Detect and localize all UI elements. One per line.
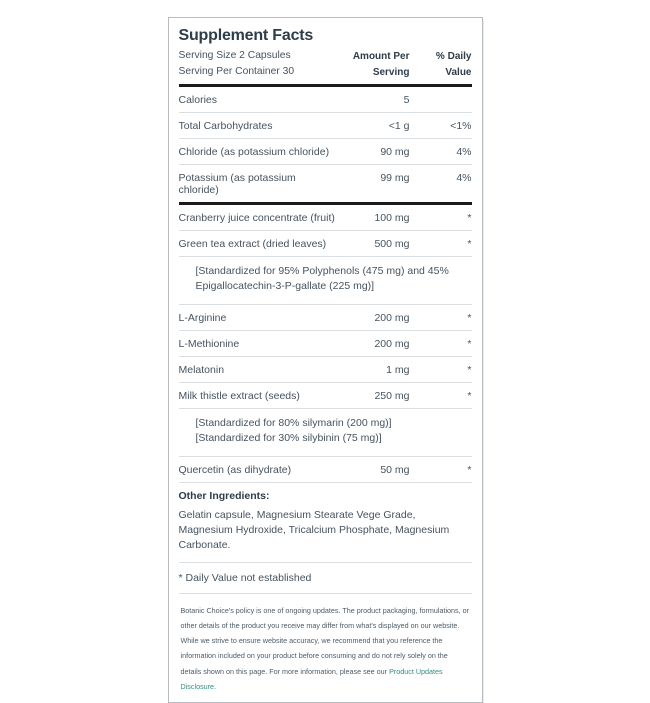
other-ingredients-section [179, 483, 472, 563]
policy-disclaimer [179, 594, 472, 701]
nutrient-name: Green tea extract (dried leaves) [178, 237, 327, 250]
nutrient-amount: 200 mg [374, 311, 410, 324]
nutrient-daily-value: * [467, 211, 472, 224]
other-ingredients-heading: Other Ingredients: [178, 489, 270, 502]
panel-title: Supplement Facts [178, 27, 314, 44]
other-ingredients-text: Gelatin capsule, Magnesium Stearate Vege Grade, Magnesium Hydroxide, Tricalcium Phosphate, Magnesium Carbonate. [178, 508, 450, 551]
row-milk-thistle-extract [179, 383, 472, 409]
row-quercetin [179, 457, 472, 483]
nutrient-amount: <1 g [388, 120, 410, 132]
nutrient-name: Quercetin (as dihydrate) [178, 463, 292, 476]
nutrient-name: Total Carbohydrates [178, 120, 273, 132]
nutrient-amount: 500 mg [374, 237, 410, 250]
row-green-tea-extract [179, 231, 472, 257]
nutrient-name: Milk thistle extract (seeds) [178, 389, 300, 402]
row-melatonin [179, 357, 472, 383]
nutrient-daily-value: * [467, 463, 472, 476]
nutrient-daily-value: * [467, 237, 472, 250]
nutrient-name: Potassium (as potassium chloride) [178, 172, 296, 196]
nutrient-daily-value: * [467, 389, 472, 402]
product-updates-disclosure-link[interactable]: Product Updates Disclosure. [180, 666, 443, 691]
milk-thistle-standardization-note: [Standardized for 80% silymarin (200 mg)] [Standardized for 30% silybinin (75 mg)] [179, 409, 472, 457]
row-chloride [179, 139, 472, 165]
serving-header [179, 48, 472, 80]
serving-per-container: Serving Per Container 30 [178, 66, 295, 77]
nutrient-name: L-Arginine [178, 311, 227, 324]
nutrient-name: Melatonin [178, 363, 225, 376]
column-header-amount-per-serving: Amount Per Serving [352, 51, 410, 78]
nutrient-amount: 90 mg [380, 146, 410, 158]
row-total-carbohydrates [179, 113, 472, 139]
row-l-arginine [179, 305, 472, 331]
nutrient-amount: 250 mg [374, 389, 410, 402]
row-l-methionine [179, 331, 472, 357]
nutrient-amount: 5 [403, 94, 410, 106]
nutrient-daily-value: * [467, 337, 472, 350]
nutrient-daily-value: * [467, 363, 472, 376]
nutrient-daily-value: <1% [450, 120, 472, 132]
nutrient-daily-value: 4% [456, 172, 472, 184]
policy-disclaimer-text: Botanic Choice's policy is one of ongoing updates. The product packaging, formulations, or other details of the product you receive may differ from what's displayed on our website. While we strive to ensure website accuracy, we recommend that you reference the information included on your product before consuming and do not rely solely on the details shown on this page. For more information, please see our [180, 605, 470, 676]
nutrient-amount: 50 mg [380, 463, 410, 476]
nutrient-amount: 200 mg [374, 337, 410, 350]
row-calories [179, 87, 472, 113]
nutrient-amount: 1 mg [386, 363, 410, 376]
serving-size: Serving Size 2 Capsules [178, 50, 291, 61]
nutrient-daily-value: 4% [456, 146, 472, 158]
supplement-facts-panel [168, 17, 483, 703]
green-tea-standardization-note: [Standardized for 95% Polyphenols (475 mg) and 45% Epigallocatechin-3-P-gallate (225 mg)] [179, 257, 472, 305]
column-header-daily-value: % Daily Value [435, 51, 472, 78]
nutrient-name: Cranberry juice concentrate (fruit) [178, 211, 335, 224]
nutrient-name: Chloride (as potassium chloride) [178, 146, 330, 158]
row-potassium [179, 165, 472, 202]
nutrient-daily-value: * [467, 311, 472, 324]
serving-info [179, 48, 336, 80]
nutrient-amount: 100 mg [374, 211, 410, 224]
nutrient-name: L-Methionine [178, 337, 240, 350]
nutrient-amount: 99 mg [380, 172, 410, 184]
daily-value-footnote: * Daily Value not established [179, 563, 472, 594]
row-cranberry-juice-concentrate [179, 205, 472, 231]
nutrient-name: Calories [178, 94, 218, 106]
